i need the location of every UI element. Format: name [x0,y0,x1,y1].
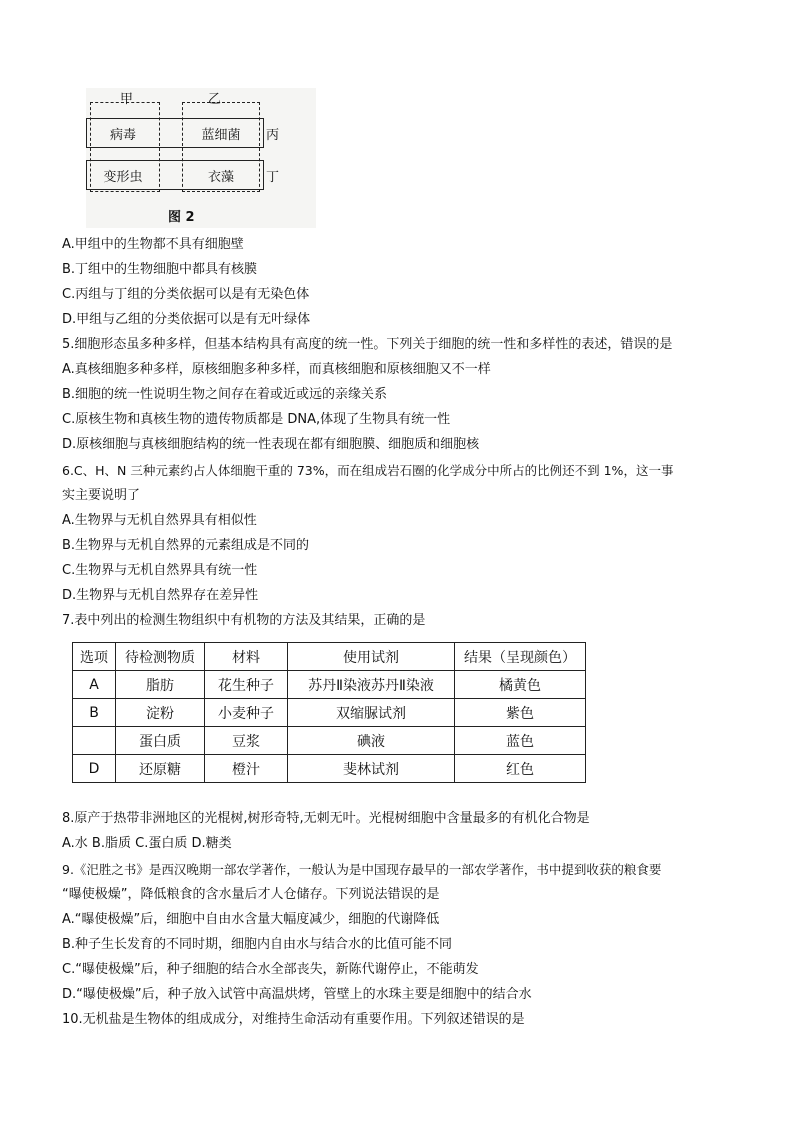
q4-option-c: C.丙组与丁组的分类依据可以是有无染色体 [62,287,310,302]
header-material: 材料 [205,643,288,671]
label-bing: 丙 [266,128,280,143]
q8-options: A.水 B.脂质 C.蛋白质 D.糖类 [62,836,232,851]
figure-caption: 图 2 [168,210,195,225]
cell: 碘液 [288,727,455,755]
cell: 脂肪 [116,671,205,699]
q4-option-d: D.甲组与乙组的分类依据可以是有无叶绿体 [62,312,311,327]
q9-option-d: D.“曝使极燥”后，种子放入试管中高温烘烤，管壁上的水珠主要是细胞中的结合水 [62,987,532,1002]
q5-option-d: D.原核细胞与真核细胞结构的统一性表现在都有细胞膜、细胞质和细胞核 [62,437,480,452]
table-row [73,699,586,727]
q9-option-a: A.“曝使极燥”后，细胞中自由水含量大幅度减少，细胞的代谢降低 [62,912,440,927]
q6-option-a: A.生物界与无机自然界具有相似性 [62,513,257,528]
cell: 橙汁 [205,755,288,783]
cell: 苏丹Ⅱ染液苏丹Ⅱ染液 [288,671,455,699]
q4-option-a: A.甲组中的生物都不具有细胞壁 [62,237,244,252]
label-yi: 乙 [208,92,222,107]
q5-option-c: C.原核生物和真核生物的遗传物质都是 DNA,体现了生物具有统一性 [62,412,451,427]
q9-option-b: B.种子生长发育的不同时期，细胞内自由水与结合水的比值可能不同 [62,937,453,952]
header-substance: 待检测物质 [116,643,205,671]
label-jia: 甲 [120,92,134,107]
cell-amoeba: 变形虫 [103,170,143,185]
q6-option-d: D.生物界与无机自然界存在差异性 [62,588,259,603]
cell: 淀粉 [116,699,205,727]
cell: 双缩脲试剂 [288,699,455,727]
cell: 红色 [455,755,586,783]
q5-option-a: A.真核细胞多种多样，原核细胞多种多样，而真核细胞和原核细胞又不一样 [62,362,491,377]
cell: 橘黄色 [455,671,586,699]
q6-stem-line1: 6.C、H、N 三种元素约占人体细胞干重的 73%，而在组成岩石圈的化学成分中所占的比例还不到 1%，这一事 [62,463,674,478]
cell: D [73,755,116,783]
q5-option-b: B.细胞的统一性说明生物之间存在着或近或远的亲缘关系 [62,387,388,402]
q9-stem-line1: 9.《汜胜之书》是西汉晚期一部农学著作，一般认为是中国现存最早的一部农学著作，书中提到收获的粮食要 [62,862,662,877]
q9-option-c: C.“曝使极燥”后，种子细胞的结合水全部丧失，新陈代谢停止，不能萌发 [62,962,479,977]
cell: 小麦种子 [205,699,288,727]
cell: 蓝色 [455,727,586,755]
table-row [73,671,586,699]
cell: 豆浆 [205,727,288,755]
cell: 斐林试剂 [288,755,455,783]
q6-option-b: B.生物界与无机自然界的元素组成是不同的 [62,538,310,553]
q10-stem: 10.无机盐是生物体的组成成分，对维持生命活动有重要作用。下列叙述错误的是 [62,1012,525,1027]
cell: A [73,671,116,699]
cell-virus: 病毒 [109,128,136,143]
q8-stem: 8.原产于热带非洲地区的光棍树,树形奇特,无刺无叶。光棍树细胞中含量最多的有机化合物是 [62,811,590,826]
cell: B [73,699,116,727]
q7-table [72,642,586,783]
cell-cyanobacteria: 蓝细菌 [201,128,241,143]
cell: 蛋白质 [116,727,205,755]
header-reagent: 使用试剂 [288,643,455,671]
q5-stem: 5.细胞形态虽多种多样，但基本结构具有高度的统一性。下列关于细胞的统一性和多样性的表述，错误的是 [62,337,673,352]
cell: 紫色 [455,699,586,727]
cell-chlamydomonas: 衣藻 [207,170,234,185]
q9-stem-line2: “曝使极燥”，降低粮食的含水量后才人仓储存。下列说法错误的是 [62,887,440,902]
cell: 还原糖 [116,755,205,783]
q6-stem-line2: 实主要说明了 [62,488,141,503]
label-ding: 丁 [266,170,280,185]
q4-option-b: B.丁组中的生物细胞中都具有核膜 [62,262,258,277]
header-result: 结果（呈现颜色） [455,643,586,671]
figure-2 [86,88,316,228]
table-row [73,755,586,783]
header-option: 选项 [73,643,116,671]
q7-stem: 7.表中列出的检测生物组织中有机物的方法及其结果，正确的是 [62,613,426,628]
table-header-row [73,643,586,671]
table-row [73,727,586,755]
q6-option-c: C.生物界与无机自然界具有统一性 [62,563,258,578]
cell [73,727,116,755]
cell: 花生种子 [205,671,288,699]
